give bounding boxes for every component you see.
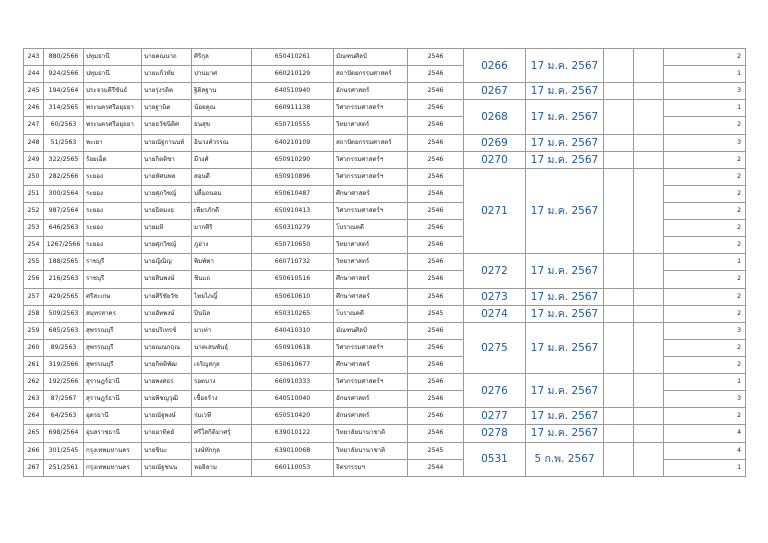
count-cell: 2	[664, 408, 746, 425]
student-id-cell: 660911138	[252, 100, 334, 117]
ref-number-cell: 60/2563	[44, 117, 84, 134]
table-row	[24, 151, 746, 168]
document-code-cell: 0274	[464, 305, 526, 322]
count-cell: 3	[664, 83, 746, 100]
surname-cell: ปิ่นนิล	[192, 305, 252, 322]
document-date-cell: 17 ม.ค. 2567	[526, 374, 604, 408]
first-name-cell: นายสินพงษ์	[142, 271, 192, 288]
faculty-cell: สถาปัตยกรรมศาสตร์	[334, 66, 408, 83]
table-row	[24, 168, 746, 185]
empty-cell	[634, 288, 664, 305]
year-cell: 2546	[408, 408, 464, 425]
empty-cell	[604, 49, 634, 83]
document-date-cell: 17 ม.ค. 2567	[526, 254, 604, 288]
document-code-cell: 0272	[464, 254, 526, 288]
document-code-cell: 0271	[464, 168, 526, 254]
document-date-cell: 17 ม.ค. 2567	[526, 408, 604, 425]
empty-cell	[604, 83, 634, 100]
student-id-cell: 640510040	[252, 391, 334, 408]
empty-cell	[634, 100, 664, 134]
ref-number-cell: 685/2563	[44, 322, 84, 339]
surname-cell: เชื้อจร้าง	[192, 391, 252, 408]
first-name-cell: นายชินะ	[142, 442, 192, 459]
faculty-cell: อักษรศาสตร์	[334, 83, 408, 100]
registration-table	[23, 48, 746, 477]
student-id-cell: 650710650	[252, 237, 334, 254]
province-cell: สุพรรณบุรี	[84, 356, 142, 373]
row-number-cell: 265	[24, 425, 44, 442]
empty-cell	[634, 408, 664, 425]
table-row	[24, 305, 746, 322]
first-name-cell: นายมหิ	[142, 220, 192, 237]
first-name-cell: นายอัทพงษ์	[142, 305, 192, 322]
row-number-cell: 257	[24, 288, 44, 305]
ref-number-cell: 216/2563	[44, 271, 84, 288]
row-number-cell: 248	[24, 134, 44, 151]
count-cell: 2	[664, 237, 746, 254]
year-cell: 2546	[408, 83, 464, 100]
faculty-cell: ศึกษาศาสตร์	[334, 271, 408, 288]
faculty-cell: อักษรศาสตร์	[334, 408, 408, 425]
year-cell: 2546	[408, 134, 464, 151]
ref-number-cell: 429/2565	[44, 288, 84, 305]
empty-cell	[604, 134, 634, 151]
surname-cell: ฐิติสฐาน	[192, 83, 252, 100]
year-cell: 2546	[408, 322, 464, 339]
empty-cell	[634, 168, 664, 254]
faculty-cell: มัณฑนศิลป์	[334, 322, 408, 339]
year-cell: 2546	[408, 271, 464, 288]
year-cell: 2546	[408, 66, 464, 83]
faculty-cell: ศึกษาศาสตร์	[334, 356, 408, 373]
student-id-cell: 650910618	[252, 339, 334, 356]
first-name-cell: นายธวัชนิติศ	[142, 117, 192, 134]
first-name-cell: นายกิตติชา	[142, 151, 192, 168]
province-cell: อุบลราชธานี	[84, 425, 142, 442]
surname-cell: หอลิลาม	[192, 459, 252, 476]
ref-number-cell: 194/2564	[44, 83, 84, 100]
faculty-cell: ศึกษาศาสตร์	[334, 185, 408, 202]
table-row	[24, 408, 746, 425]
year-cell: 2546	[408, 425, 464, 442]
document-code-cell: 0276	[464, 374, 526, 408]
faculty-cell: สถาปัตยกรรมศาสตร์	[334, 134, 408, 151]
ref-number-cell: 282/2566	[44, 168, 84, 185]
faculty-cell: วิทยาศาสตร์	[334, 237, 408, 254]
empty-cell	[634, 151, 664, 168]
count-cell: 1	[664, 374, 746, 391]
student-id-cell: 650310279	[252, 220, 334, 237]
student-id-cell: 660110053	[252, 459, 334, 476]
faculty-cell: วิศวกรรมศาสตร์ฯ	[334, 100, 408, 117]
surname-cell: รอดบาง	[192, 374, 252, 391]
row-number-cell: 260	[24, 339, 44, 356]
document-code-cell: 0273	[464, 288, 526, 305]
empty-cell	[634, 305, 664, 322]
ref-number-cell: 646/2563	[44, 220, 84, 237]
first-name-cell: นายศุภวิชญ์	[142, 237, 192, 254]
ref-number-cell: 87/2567	[44, 391, 84, 408]
row-number-cell: 262	[24, 374, 44, 391]
row-number-cell: 258	[24, 305, 44, 322]
count-cell: 3	[664, 134, 746, 151]
first-name-cell: นายณณกฤณ	[142, 339, 192, 356]
student-id-cell: 640210109	[252, 134, 334, 151]
document-date-cell: 17 ม.ค. 2567	[526, 322, 604, 373]
row-number-cell: 256	[24, 271, 44, 288]
year-cell: 2546	[408, 220, 464, 237]
empty-cell	[634, 322, 664, 373]
empty-cell	[634, 134, 664, 151]
count-cell: 4	[664, 425, 746, 442]
row-number-cell: 243	[24, 49, 44, 66]
table-row	[24, 322, 746, 339]
table-row	[24, 49, 746, 66]
ref-number-cell: 924/2566	[44, 66, 84, 83]
empty-cell	[604, 442, 634, 476]
province-cell: ร้อยเอ็ด	[84, 151, 142, 168]
surname-cell: นาคเสนพันธุ์	[192, 339, 252, 356]
surname-cell: ศรีใสกิติมาศรุ์	[192, 425, 252, 442]
ref-number-cell: 301/2545	[44, 442, 84, 459]
empty-cell	[604, 254, 634, 288]
row-number-cell: 255	[24, 254, 44, 271]
document-code-cell: 0267	[464, 83, 526, 100]
row-number-cell: 252	[24, 202, 44, 219]
faculty-cell: ศึกษาศาสตร์	[334, 288, 408, 305]
document-code-cell: 0277	[464, 408, 526, 425]
count-cell: 2	[664, 117, 746, 134]
ref-number-cell: 319/2566	[44, 356, 84, 373]
surname-cell: อินวงค์วรรณ	[192, 134, 252, 151]
year-cell: 2546	[408, 202, 464, 219]
count-cell: 2	[664, 271, 746, 288]
ref-number-cell: 987/2564	[44, 202, 84, 219]
faculty-cell: วิทยาศาสตร์	[334, 254, 408, 271]
empty-cell	[604, 151, 634, 168]
count-cell: 2	[664, 305, 746, 322]
empty-cell	[604, 100, 634, 134]
faculty-cell: วิศวกรรมศาสตร์ฯ	[334, 168, 408, 185]
first-name-cell: นายศุภวิชญ์	[142, 185, 192, 202]
row-number-cell: 259	[24, 322, 44, 339]
first-name-cell: นายปริเทรช์	[142, 322, 192, 339]
ref-number-cell: 51/2563	[44, 134, 84, 151]
ref-number-cell: 509/2563	[44, 305, 84, 322]
table-row	[24, 288, 746, 305]
surname-cell: ไทยไภญิ์	[192, 288, 252, 305]
surname-cell: เพียรภักดี	[192, 202, 252, 219]
count-cell: 2	[664, 49, 746, 66]
year-cell: 2546	[408, 356, 464, 373]
count-cell: 3	[664, 391, 746, 408]
row-number-cell: 247	[24, 117, 44, 134]
student-id-cell: 650610610	[252, 288, 334, 305]
province-cell: อุดรธานี	[84, 408, 142, 425]
province-cell: สุพรรณบุรี	[84, 339, 142, 356]
year-cell: 2546	[408, 117, 464, 134]
faculty-cell: วิศวกรรมศาสตร์ฯ	[334, 151, 408, 168]
province-cell: ระยอง	[84, 220, 142, 237]
first-name-cell: นายฐานิต	[142, 100, 192, 117]
year-cell: 2545	[408, 442, 464, 459]
province-cell: สุราษฎร์ธานี	[84, 374, 142, 391]
document-date-cell: 17 ม.ค. 2567	[526, 168, 604, 254]
table-row	[24, 134, 746, 151]
count-cell: 1	[664, 66, 746, 83]
ref-number-cell: 64/2563	[44, 408, 84, 425]
student-id-cell: 650410261	[252, 49, 334, 66]
first-name-cell: นายแก้วทัย	[142, 66, 192, 83]
first-name-cell: นายญิณิญ	[142, 254, 192, 271]
surname-cell: ชินแถ	[192, 271, 252, 288]
count-cell: 2	[664, 220, 746, 237]
document-date-cell: 17 ม.ค. 2567	[526, 425, 604, 442]
year-cell: 2546	[408, 374, 464, 391]
year-cell: 2546	[408, 100, 464, 117]
first-name-cell: นายณัฐกานนท์	[142, 134, 192, 151]
province-cell: ระยอง	[84, 168, 142, 185]
student-id-cell: 650710555	[252, 117, 334, 134]
province-cell: พะเยา	[84, 134, 142, 151]
surname-cell: ปานมาศ	[192, 66, 252, 83]
faculty-cell: วิศวกรรมศาสตร์ฯ	[334, 374, 408, 391]
province-cell: ปทุมธานี	[84, 66, 142, 83]
ref-number-cell: 251/2561	[44, 459, 84, 476]
student-id-cell: 660210129	[252, 66, 334, 83]
table-row	[24, 442, 746, 459]
table-row	[24, 83, 746, 100]
faculty-cell: โบราณคดี	[334, 305, 408, 322]
ref-number-cell: 698/2564	[44, 425, 84, 442]
ref-number-cell: 188/2565	[44, 254, 84, 271]
surname-cell: ปลื้มถนอม	[192, 185, 252, 202]
surname-cell: มากศิริ	[192, 220, 252, 237]
province-cell: ปทุมธานี	[84, 49, 142, 66]
student-id-cell: 650610487	[252, 185, 334, 202]
surname-cell: ธนสุข	[192, 117, 252, 134]
document-date-cell: 17 ม.ค. 2567	[526, 305, 604, 322]
count-cell: 3	[664, 322, 746, 339]
empty-cell	[634, 83, 664, 100]
surname-cell: วงษ์ทักกุล	[192, 442, 252, 459]
row-number-cell: 244	[24, 66, 44, 83]
student-id-cell: 650610677	[252, 356, 334, 373]
document-date-cell: 17 ม.ค. 2567	[526, 83, 604, 100]
document-date-cell: 5 ก.พ. 2567	[526, 442, 604, 476]
province-cell: ระยอง	[84, 185, 142, 202]
empty-cell	[604, 305, 634, 322]
document-date-cell: 17 ม.ค. 2567	[526, 100, 604, 134]
ref-number-cell: 314/2565	[44, 100, 84, 117]
year-cell: 2546	[408, 49, 464, 66]
ref-number-cell: 192/2566	[44, 374, 84, 391]
table-row	[24, 100, 746, 117]
first-name-cell: นายรุ่งรติค	[142, 83, 192, 100]
empty-cell	[604, 425, 634, 442]
province-cell: ราชบุรี	[84, 254, 142, 271]
table-row	[24, 425, 746, 442]
document-date-cell: 17 ม.ค. 2567	[526, 151, 604, 168]
count-cell: 2	[664, 288, 746, 305]
count-cell: 2	[664, 151, 746, 168]
student-id-cell: 639010068	[252, 442, 334, 459]
student-id-cell: 640510940	[252, 83, 334, 100]
count-cell: 2	[664, 339, 746, 356]
surname-cell: พิมพ์พา	[192, 254, 252, 271]
faculty-cell: วิทยาลัยนานาชาติ	[334, 425, 408, 442]
count-cell: 1	[664, 459, 746, 476]
surname-cell: ภูอ่าง	[192, 237, 252, 254]
table-row	[24, 254, 746, 271]
row-number-cell: 266	[24, 442, 44, 459]
document-date-cell: 17 ม.ค. 2567	[526, 134, 604, 151]
year-cell: 2546	[408, 168, 464, 185]
province-cell: สุพรรณบุรี	[84, 322, 142, 339]
first-name-cell: นายกิตติพัฒ	[142, 356, 192, 373]
surname-cell: น้อยคุณ	[192, 100, 252, 117]
row-number-cell: 250	[24, 168, 44, 185]
ref-number-cell: 322/2565	[44, 151, 84, 168]
year-cell: 2545	[408, 305, 464, 322]
row-number-cell: 253	[24, 220, 44, 237]
student-id-cell: 639010122	[252, 425, 334, 442]
first-name-cell: นายพิชญวุฒิ	[142, 391, 192, 408]
faculty-cell: โบราณคดี	[334, 220, 408, 237]
student-id-cell: 650910896	[252, 168, 334, 185]
row-number-cell: 245	[24, 83, 44, 100]
count-cell: 1	[664, 254, 746, 271]
student-id-cell: 650510420	[252, 408, 334, 425]
count-cell: 2	[664, 356, 746, 373]
row-number-cell: 254	[24, 237, 44, 254]
first-name-cell: นายณัฐพงษ์	[142, 408, 192, 425]
document-code-cell: 0269	[464, 134, 526, 151]
document-code-cell: 0270	[464, 151, 526, 168]
ref-number-cell: 1267/2566	[44, 237, 84, 254]
ref-number-cell: 300/2564	[44, 185, 84, 202]
row-number-cell: 261	[24, 356, 44, 373]
first-name-cell: นายพงศธร	[142, 374, 192, 391]
student-id-cell: 650910290	[252, 151, 334, 168]
ref-number-cell: 89/2563	[44, 339, 84, 356]
student-id-cell: 650910413	[252, 202, 334, 219]
document-code-cell: 0278	[464, 425, 526, 442]
document-date-cell: 17 ม.ค. 2567	[526, 288, 604, 305]
surname-cell: มีวงศ์	[192, 151, 252, 168]
document-code-cell: 0275	[464, 322, 526, 373]
province-cell: กรุงเทพมหานคร	[84, 459, 142, 476]
document-code-cell: 0266	[464, 49, 526, 83]
row-number-cell: 263	[24, 391, 44, 408]
year-cell: 2546	[408, 237, 464, 254]
row-number-cell: 267	[24, 459, 44, 476]
document-date-cell: 17 ม.ค. 2567	[526, 49, 604, 83]
province-cell: กรุงเทพมหานคร	[84, 442, 142, 459]
document-code-cell: 0531	[464, 442, 526, 476]
document-code-cell: 0268	[464, 100, 526, 134]
faculty-cell: วิทยาลัยนานาชาติ	[334, 442, 408, 459]
empty-cell	[634, 254, 664, 288]
row-number-cell: 264	[24, 408, 44, 425]
table-body	[24, 49, 746, 477]
row-number-cell: 251	[24, 185, 44, 202]
empty-cell	[604, 288, 634, 305]
row-number-cell: 246	[24, 100, 44, 117]
ref-number-cell: 880/2566	[44, 49, 84, 66]
count-cell: 2	[664, 202, 746, 219]
year-cell: 2544	[408, 459, 464, 476]
year-cell: 2546	[408, 151, 464, 168]
student-id-cell: 650310265	[252, 305, 334, 322]
surname-cell: เจริญสกุล	[192, 356, 252, 373]
province-cell: ประจวบคีรีขันธ์	[84, 83, 142, 100]
province-cell: ระยอง	[84, 202, 142, 219]
year-cell: 2546	[408, 391, 464, 408]
count-cell: 4	[664, 442, 746, 459]
faculty-cell: วิศวกรรมศาสตร์ฯ	[334, 339, 408, 356]
province-cell: สมุทรสาคร	[84, 305, 142, 322]
surname-cell: ร่มเวที	[192, 408, 252, 425]
empty-cell	[604, 408, 634, 425]
first-name-cell: นายณัฐชนน	[142, 459, 192, 476]
faculty-cell: วิทยาศาสตร์	[334, 117, 408, 134]
province-cell: พระนครศรีอยุธยา	[84, 100, 142, 117]
faculty-cell: มัณฑนศิลป์	[334, 49, 408, 66]
first-name-cell: นายศิริชัยวัช	[142, 288, 192, 305]
empty-cell	[634, 442, 664, 476]
first-name-cell: นายทัศนพล	[142, 168, 192, 185]
surname-cell: สอนดี	[192, 168, 252, 185]
faculty-cell: วิศวกรรมศาสตร์ฯ	[334, 202, 408, 219]
first-name-cell: นายอาทิตย์	[142, 425, 192, 442]
province-cell: ศรีสะเกษ	[84, 288, 142, 305]
student-id-cell: 660910333	[252, 374, 334, 391]
empty-cell	[634, 49, 664, 83]
faculty-cell: จิตรกรรมฯ	[334, 459, 408, 476]
year-cell: 2546	[408, 254, 464, 271]
surname-cell: ศิริกุล	[192, 49, 252, 66]
province-cell: สุราษฎร์ธานี	[84, 391, 142, 408]
row-number-cell: 249	[24, 151, 44, 168]
first-name-cell: นายคณนาถ	[142, 49, 192, 66]
surname-cell: มาเท่า	[192, 322, 252, 339]
count-cell: 2	[664, 185, 746, 202]
empty-cell	[604, 374, 634, 408]
province-cell: ระยอง	[84, 237, 142, 254]
empty-cell	[634, 425, 664, 442]
province-cell: ราชบุรี	[84, 271, 142, 288]
province-cell: พระนครศรีอยุธยา	[84, 117, 142, 134]
faculty-cell: อักษรศาสตร์	[334, 391, 408, 408]
table-row	[24, 374, 746, 391]
student-id-cell: 650610516	[252, 271, 334, 288]
student-id-cell: 640410310	[252, 322, 334, 339]
count-cell: 2	[664, 168, 746, 185]
empty-cell	[634, 374, 664, 408]
empty-cell	[604, 322, 634, 373]
student-id-cell: 660710732	[252, 254, 334, 271]
first-name-cell: นายธิตมงธ	[142, 202, 192, 219]
year-cell: 2546	[408, 288, 464, 305]
year-cell: 2546	[408, 185, 464, 202]
year-cell: 2546	[408, 339, 464, 356]
empty-cell	[604, 168, 634, 254]
count-cell: 1	[664, 100, 746, 117]
